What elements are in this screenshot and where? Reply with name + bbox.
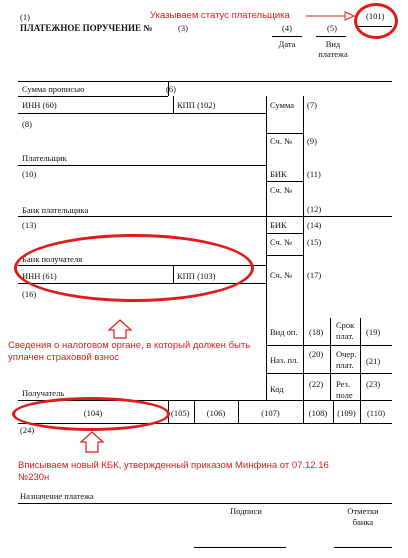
- field-105: (105): [171, 408, 190, 418]
- field-23: (23): [366, 379, 381, 389]
- recipient-label: Получатель: [22, 388, 65, 398]
- priority-label-2: плат.: [336, 360, 354, 370]
- field-12: (12): [307, 204, 322, 214]
- amount-words-label: Сумма прописью: [22, 84, 85, 94]
- field-16: (16): [22, 289, 37, 299]
- reserve-label-2: поле: [336, 390, 353, 400]
- field-104: (104): [83, 408, 103, 418]
- field-24: (24): [20, 425, 35, 435]
- account-label-4: Сч. №: [270, 270, 293, 280]
- code-label: Код: [270, 384, 284, 394]
- inn-60-label: ИНН (60): [22, 100, 57, 110]
- operation-type-label: Вид оп.: [270, 327, 298, 337]
- field-9: (9): [307, 136, 317, 146]
- field-106: (106): [206, 408, 226, 418]
- tax-office-highlight-oval: [14, 234, 254, 302]
- up-arrow-icon-kbk: [81, 432, 103, 452]
- field-18: (18): [309, 327, 324, 337]
- field-8: (8): [22, 119, 32, 129]
- field-14: (14): [307, 220, 322, 230]
- account-label-2: Сч. №: [270, 185, 293, 195]
- field-6: (6): [166, 84, 176, 94]
- document-title: ПЛАТЕЖНОЕ ПОРУЧЕНИЕ №: [20, 23, 153, 33]
- type-label-2: платежа: [318, 49, 348, 59]
- priority-label-1: Очер.: [336, 349, 357, 359]
- field-10: (10): [22, 169, 37, 179]
- purpose-type-label: Наз. пл.: [270, 355, 299, 365]
- kpp-103-label: КПП (103): [177, 271, 216, 281]
- kpp-102-label: КПП (102): [177, 100, 216, 110]
- purpose-label: Назначение платежа: [20, 491, 94, 501]
- field-109: (109): [337, 408, 356, 418]
- field-17: (17): [307, 270, 322, 280]
- account-label-3: Сч. №: [270, 237, 293, 247]
- field-1: (1): [20, 12, 30, 22]
- term-label-2: плат.: [336, 331, 354, 341]
- bank-marks-label-2: банка: [352, 517, 374, 527]
- field-15: (15): [307, 237, 322, 247]
- field-108: (108): [308, 408, 328, 418]
- field-5: (5): [327, 23, 337, 33]
- status-annotation: Указываем статус плательщика: [150, 10, 290, 21]
- payer-bank-label: Банк плательщика: [22, 205, 89, 215]
- field-107: (107): [261, 408, 280, 418]
- kbk-annotation: Вписываем новый КБК, утвержденный приказом Минфина от 07.12.16 №230н: [18, 460, 329, 484]
- kbk-highlight-oval: [12, 397, 170, 431]
- field-3: (3): [178, 23, 188, 33]
- reserve-label-1: Рез.: [336, 379, 350, 389]
- tax-office-annotation: Сведения о налоговом органе, в который должен быть уплачен страховой взнос: [8, 340, 251, 364]
- field-21: (21): [366, 356, 381, 366]
- bik-label-2: БИК: [270, 220, 287, 230]
- term-label-1: Срок: [336, 320, 355, 330]
- field-101: (101): [366, 11, 385, 21]
- field-7: (7): [307, 100, 317, 110]
- field-11: (11): [307, 169, 321, 179]
- field-13: (13): [22, 220, 37, 230]
- bik-label-1: БИК: [270, 169, 287, 179]
- field-110: (110): [366, 408, 386, 418]
- field-20: (20): [309, 349, 324, 359]
- up-arrow-icon-tax-office: [109, 320, 131, 338]
- field-4: (4): [282, 23, 292, 33]
- payer-label: Плательщик: [22, 153, 67, 163]
- account-label-1: Сч. №: [270, 136, 293, 146]
- recipient-bank-label: Банк получателя: [22, 254, 83, 264]
- sum-label: Сумма: [270, 100, 295, 110]
- date-label: Дата: [278, 39, 296, 49]
- field-19: (19): [366, 327, 381, 337]
- right-arrow-icon: [306, 12, 354, 20]
- inn-61-label: ИНН (61): [22, 271, 57, 281]
- field-22: (22): [309, 379, 324, 389]
- type-label-1: Вид: [325, 39, 341, 49]
- signatures-label: Подписи: [230, 506, 262, 516]
- bank-marks-label-1: Отметки: [347, 506, 379, 516]
